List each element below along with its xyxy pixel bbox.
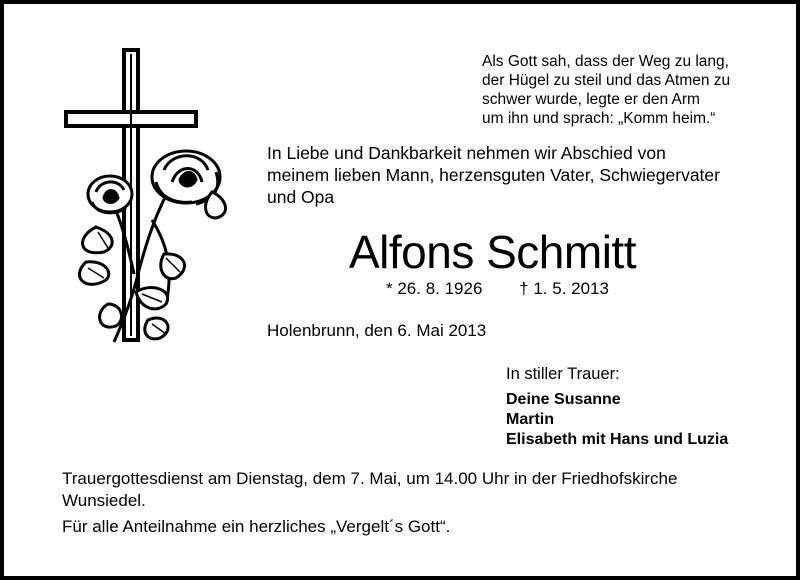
poem	[482, 52, 782, 128]
thanks-line: Für alle Anteilnahme ein herzliches „Vergelt´s Gott“.	[62, 517, 451, 536]
service-info	[62, 468, 782, 538]
poem-line: um ihn und sprach: „Komm heim.“	[482, 110, 716, 127]
birth-date: * 26. 8. 1926	[386, 279, 483, 298]
poem-line: der Hügel zu steil und das Atmen zu	[482, 72, 731, 89]
farewell-line: und Opa	[267, 187, 335, 207]
life-dates	[386, 278, 609, 300]
mourner-name: Deine Susanne	[506, 391, 621, 408]
farewell-line: In Liebe und Dankbarkeit nehmen wir Abschied von	[267, 143, 666, 163]
cross-with-roses-icon	[56, 42, 276, 347]
death-date: † 1. 5. 2013	[519, 279, 609, 298]
farewell-line: meinem lieben Mann, herzensguten Vater, Schwiegervater	[267, 165, 720, 185]
place-and-date: Holenbrunn, den 6. Mai 2013	[267, 321, 487, 340]
poem-line: Als Gott sah, dass der Weg zu lang,	[482, 53, 729, 70]
mourner-name: Elisabeth mit Hans und Luzia	[506, 431, 729, 448]
deceased-name: Alfons Schmitt	[349, 226, 636, 278]
farewell-text	[267, 142, 787, 208]
small-rose	[88, 176, 132, 213]
poem-line: schwer wurde, legte er den Arm	[482, 91, 700, 108]
mourners-list	[506, 390, 728, 450]
service-line: Wunsiedel.	[62, 491, 146, 510]
mourner-name: Martin	[506, 411, 554, 428]
mourning-heading: In stiller Trauer:	[506, 365, 620, 383]
service-line: Trauergottesdienst am Dienstag, dem 7. Mai, um 14.00 Uhr in der Friedhofskirche	[62, 469, 678, 488]
